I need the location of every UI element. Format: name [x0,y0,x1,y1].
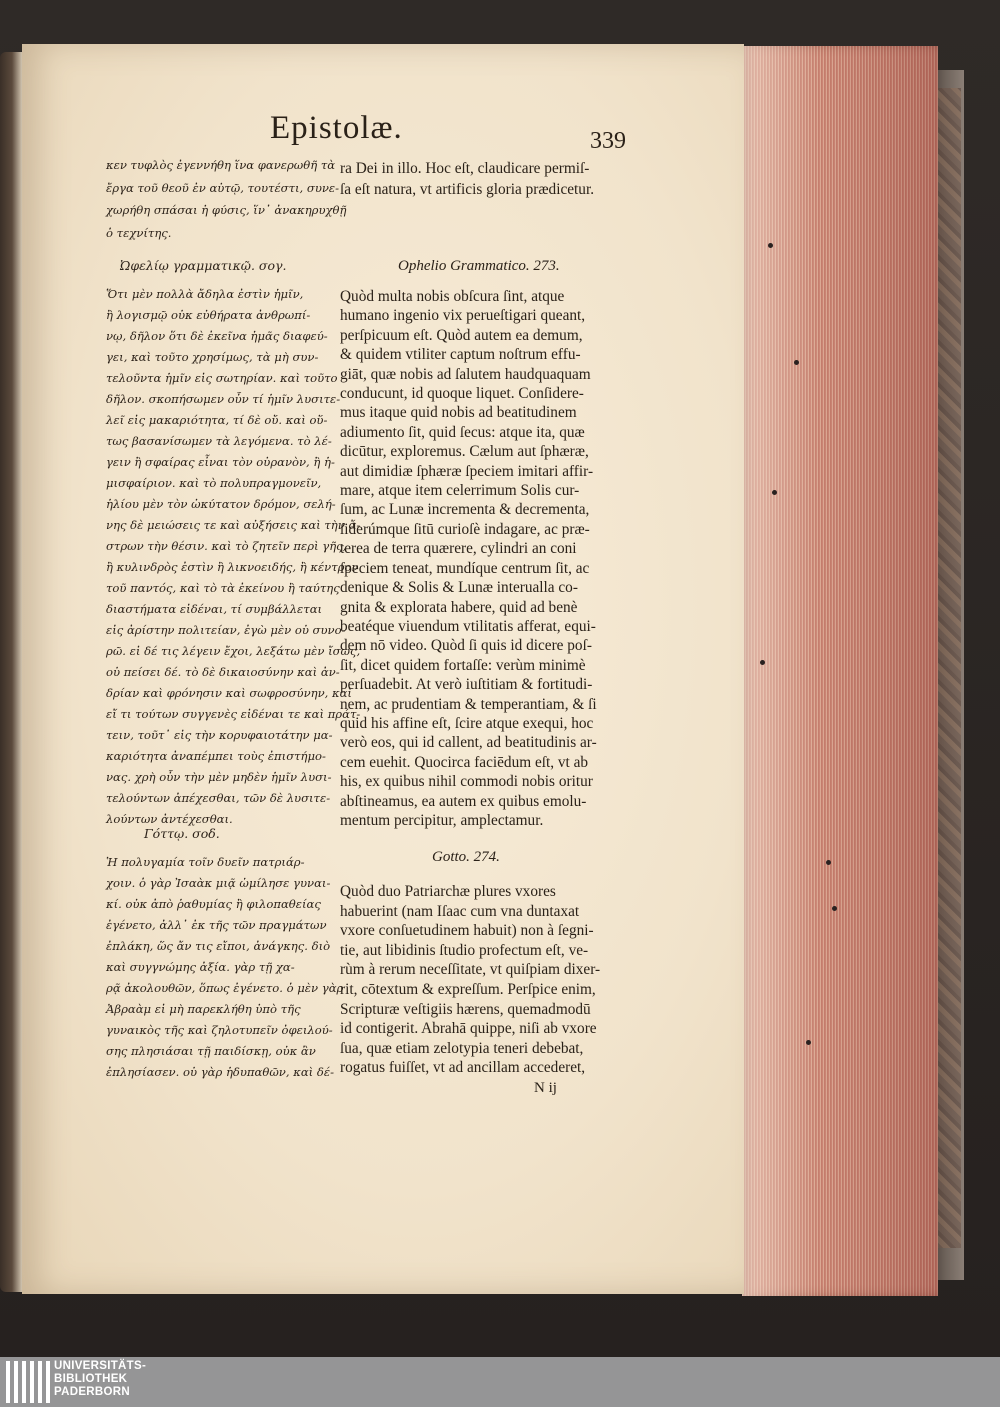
text-line: Quòd duo Patriarchæ plures vxores [340,883,556,900]
text-line: ra Dei in illo. Hoc eſt, claudicare permiſ- [340,160,590,177]
text-line: εἴ τι τούτων συγγενὲς εἰδέναι τε καὶ πράτ- [106,707,361,721]
text-line: κεν τυφλὸς ἐγεννήθη ἵνα φανερωθῆ τὰ [106,158,336,172]
text-line: ſua, quæ etiam zelotypia teneri debebat, [340,1039,584,1057]
page-number: 339 [590,128,626,154]
text-line: ſa eſt natura, vt artificis gloria prædicetur. [340,181,595,198]
text-line: γυναικὸς τῆς καὶ ζηλοτυπεῖν ὀφειλού- [106,1023,333,1037]
signature-mark: N ij [534,1080,557,1096]
text-line: dem nō video. Quòd ſi quis id dicere poſ- [340,637,592,655]
latin-letter-1 [340,287,597,830]
text-line: verò eos, qui id callent, ad beatitudinis ar- [340,734,597,752]
text-line: τειν, τοῦτ᾽ εἰς τὴν κορυφαιοτάτην μα- [106,728,333,742]
latin-intro [340,158,594,200]
running-head: Epistolæ. [270,110,403,146]
text-line: Quòd multa nobis obſcura ſint, atque [340,288,565,305]
text-line: dicūtur, exploremus. Cælum aut ſphæræ, [340,443,589,461]
wormhole [806,1040,811,1045]
text-line: giāt, quæ nobis ad ſalutem haudquaquam [340,365,591,383]
text-line: ſiderúmque ſitū curioſè indagare, ac præ- [340,520,590,538]
text-line: νης δὲ μειώσεις τε καὶ αὐξήσεις καὶ τὴν ἄ- [106,518,361,532]
greek-letter-2 [106,852,344,1083]
text-line: id contigerit. Abrahā quippe, niſi ab vxore [340,1020,597,1038]
text-line: ἡλίου μὲν τὸν ὠκύτατον δρόμον, σελή- [106,497,336,511]
text-line: vxore conſuetudinem habuit) non à ſegni- [340,922,594,940]
text-line: beatéque viuendum vtilitatis afferat, equi- [340,617,596,635]
text-line: Ἡ πολυγαμία τοῖν δυεῖν πατριάρ- [106,855,305,869]
text-line: rùm à rerum neceſſitate, vt quiſpiam dixer- [340,961,601,979]
text-line: ἐγένετο, ἀλλ᾽ ἐκ τῆς τῶν πραγμάτων [106,918,327,932]
wormhole [826,860,831,865]
text-line: quid his affine eſt, ſcire atque exequi, hoc [340,714,594,732]
marbled-board [935,88,961,1248]
text-line: καριότητα ἀναπέμπει τοὺς ἐπιστήμο- [106,749,326,763]
wormhole [794,360,799,365]
text-line: rogatus fuiſſet, vt ad ancillam accederet, [340,1059,586,1077]
text-line: ἐπλησίασεν. οὐ γὰρ ἡδυπαθῶν, καὶ δέ- [106,1065,335,1079]
text-line: μισφαίριον. καὶ τὸ πολυπραγμονεῖν, [106,476,322,490]
text-line: perſpicuum eſt. Quòd autem ea demum, [340,326,583,344]
latin-heading-1: Ophelio Grammatico. 273. [398,258,560,274]
text-line: humano ingenio vix perueſtigari queant, [340,307,586,325]
text-line: ρᾷ ἀκολουθῶν, ὅπως ἐγένετο. ὁ μὲν γὰρ [106,981,344,995]
text-line: tie, aut libidinis ſtudio profectum eſt, ve- [340,941,589,959]
text-line: mus itaque quid nobis ad beatitudinem [340,404,577,422]
text-line: οὐ πείσει δέ. τὸ δὲ δικαιοσύνην καὶ ἀν- [106,665,340,679]
text-line: Ὅτι μὲν πολλὰ ἄδηλα ἐστὶν ἡμῖν, [106,287,304,301]
text-line: Ἀβραὰμ εἰ μὴ παρεκλήθη ὑπὸ τῆς [106,1002,301,1016]
text-line: λούντων ἀντέχεσθαι. [106,812,233,826]
text-line: ἔργα τοῦ θεοῦ ἐν αὐτῷ, τουτέστι, συνε- [106,180,340,195]
text-line: χωρήθη σπάσαι ἡ φύσις, ἵν᾽ ἀνακηρυχθῇ [106,203,347,218]
text-line: δῆλον. σκοπήσωμεν οὖν τί ἡμῖν λυσιτε- [106,392,341,406]
text-line: κί. οὐκ ἀπὸ ῥαθυμίας ἢ φιλοπαθείας [106,897,321,911]
latin-heading-2: Gotto. 274. [432,849,500,865]
text-line: τελοῦντα ἡμῖν εἰς σωτηρίαν. καὶ τοῦτο [106,371,338,385]
text-line: cem euehit. Quocirca faciēdum eſt, vt ab [340,753,589,771]
text-line: ſit, dicet quidem fortaſſe: verùm minimè [340,656,586,674]
text-line: conducunt, id quoque liquet. Conſidere- [340,385,584,403]
text-line: abſtineamus, ea autem ex quibus emolu- [340,792,587,810]
text-line: διαστήματα εἰδέναι, τί συμβάλλεται [106,602,323,616]
greek-heading-2: Γόττῳ. σοδ. [144,826,220,841]
text-line: denique & Solis & Lunæ interualla co- [340,579,578,597]
text-line: adiumento ſit, quid ſecus: atque ita, quæ [340,423,585,441]
wormhole [768,243,773,248]
text-line: mare, atque item celerrimum Solis cur- [340,482,580,500]
text-line: νας. χρὴ οὖν τὴν μὲν μηδὲν ἡμῖν λυσι- [106,770,332,784]
text-line: σης πλησιάσαι τῇ παιδίσκῃ, οὐκ ἂν [106,1044,316,1058]
text-line: & quidem vtiliter captum noſtrum effu- [340,346,581,364]
text-line: Scripturæ veſtigiis hærens, quemadmodū [340,1000,591,1018]
text-line: τελούντων ἀπέχεσθαι, τῶν δὲ λυσιτε- [106,791,331,805]
text-line: στρων τὴν θέσιν. καὶ τὸ ζητεῖν περὶ γῆς, [106,539,347,553]
text-line: ὁ τεχνίτης. [106,225,172,240]
text-line: ſpeciem teneat, mundíque centrum ſit, ac [340,559,590,577]
text-line: gnita & explorata habere, quid ad benè [340,598,578,616]
text-line: ſum, ac Lunæ incrementa & decrementa, [340,501,590,519]
latin-letter-2 [340,882,600,1078]
text-line: χοιν. ὁ γὰρ Ἰσαὰκ μιᾷ ὡμίλησε γυναι- [106,876,331,890]
text-line: δρίαν καὶ φρόνησιν καὶ σωφροσύνην, καὶ [106,686,352,700]
text-line: καὶ συγγνώμης ἀξία. γὰρ τῇ χα- [106,960,295,974]
text-line: aut dimidiæ ſphæræ ſpeciem imitari affir- [340,462,594,480]
text-line: his, ex quibus nihil commodi nobis oritur [340,773,593,791]
wormhole [760,660,765,665]
wormhole [772,490,777,495]
text-line: λεῖ εἰς μακαριότητα, τί δὲ οὔ. καὶ οὕ- [106,413,328,427]
library-logo-icon [6,1361,50,1403]
text-line: terea de terra quærere, cylindri an coni [340,540,577,558]
wormhole [832,906,837,911]
greek-letter-1 [106,284,361,830]
greek-heading-1: Ὠφελίῳ γραμματικῷ. σογ. [120,258,287,273]
text-line: perſuadebit. At verò iuſtitiam & fortitudi- [340,676,593,694]
text-line: rit, cōtextum & expreſſum. Perſpice enim, [340,980,596,998]
text-line: εἰς ἀρίστην πολιτείαν, ἐγὼ μὲν οὐ συνο- [106,623,346,637]
text-line: γειν ἢ σφαίρας εἶναι τὸν οὐρανὸν, ἢ ἡ- [106,455,335,469]
text-line: nem, ac prudentiam & temperantiam, & ſi [340,695,597,713]
greek-intro [106,154,347,244]
library-logo-text: UNIVERSITÄTS- BIBLIOTHEK PADERBORN [54,1360,147,1398]
text-line: τοῦ παντός, καὶ τὸ τὰ ἐκείνου ἢ ταύτης [106,581,340,595]
text-line: habuerint (nam Iſaac cum vna duntaxat [340,902,580,920]
text-line: νῳ, δῆλον ὅτι δὲ ἐκεῖνα ἡμᾶς διαφεύ- [106,329,328,343]
text-line: γει, καὶ τοῦτο χρησίμως, τὰ μὴ συν- [106,350,319,364]
library-footer [0,1357,1000,1407]
text-line: ἐπλάκη, ὥς ἄν τις εἴποι, ἀνάγκης. διὸ [106,939,331,953]
text-line: ἢ κυλινδρὸς ἐστὶν ἢ λικνοειδής, ἢ κέντρον [106,560,359,574]
text-line: ἢ λογισμῷ οὐκ εὐθήρατα ἀνθρωπί- [106,308,311,322]
text-line: mentum percipitur, amplectamur. [340,811,544,829]
text-line: τως βασανίσωμεν τὰ λεγόμενα. τὸ λέ- [106,434,332,448]
text-line: ρῶ. εἰ δέ τις λέγειν ἔχοι, λεξάτω μὲν ἴσως, [106,644,361,658]
